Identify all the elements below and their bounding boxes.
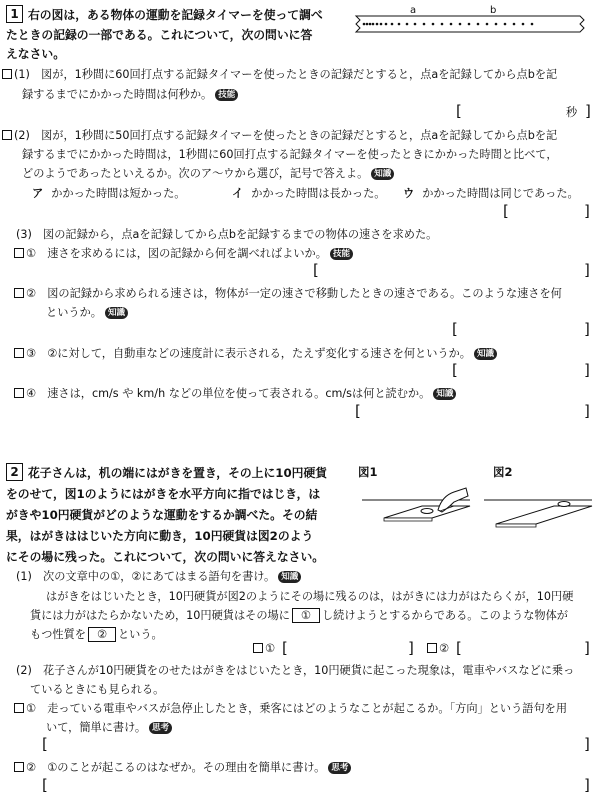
question-1-3-1: ① 速さを求めるには，図の記録から何を調べればよいか。 技能 xyxy=(14,245,353,261)
knowledge-tag: 知識 xyxy=(278,571,301,583)
checkbox[interactable] xyxy=(14,703,24,713)
answer-bracket-open: [ xyxy=(452,320,458,338)
tape-dot xyxy=(450,23,453,26)
answer-bracket-close: ] xyxy=(584,639,590,657)
tape-dot xyxy=(468,23,471,26)
answer-unit: 秒 xyxy=(566,106,578,119)
knowledge-tag: 知識 xyxy=(371,168,394,180)
option-a: ア かかった時間は短かった。 xyxy=(32,187,186,200)
answer-bracket-close: ] xyxy=(584,202,590,220)
tape-label-b: b xyxy=(490,5,497,16)
question-2-2-1-line2: いて，簡単に書け。 思考 xyxy=(46,719,172,735)
figure1-label: 図1 xyxy=(358,465,378,479)
figure1-postcard-flick xyxy=(362,480,472,550)
section2-intro-line3: がきや10円硬貨がどのような運動をするか調べた。その結 xyxy=(6,508,318,522)
checkbox[interactable] xyxy=(14,762,24,772)
question-1-2-line3: どのようであったといえるか。次のア～ウから選び，記号で答えよ。 知識 xyxy=(22,165,394,181)
question-1-3-2-line2: というか。 知識 xyxy=(46,304,128,320)
tape-dot xyxy=(513,23,516,26)
section1-intro-line1: 右の図は，ある物体の運動を記録タイマーを使って調べ xyxy=(28,8,323,22)
section2-number: 2 xyxy=(6,463,23,481)
tape-dot xyxy=(414,23,417,26)
checkbox[interactable] xyxy=(14,348,24,358)
tape-dot xyxy=(459,23,462,26)
tape-dot xyxy=(398,23,401,26)
tape-dot xyxy=(477,23,480,26)
answer-bracket-close: ] xyxy=(584,402,590,420)
checkbox[interactable] xyxy=(427,643,437,653)
thinking-tag: 思考 xyxy=(149,722,172,734)
section2-intro-line5: にその場に残った。これについて，次の問いに答えなさい。 xyxy=(6,550,325,564)
answer-bracket-open: [ xyxy=(456,102,462,120)
option-u: ウ かかった時間は同じであった。 xyxy=(403,187,579,200)
section1-intro-line3: えなさい。 xyxy=(6,47,65,61)
tape-dot xyxy=(531,23,534,26)
option-i: イ かかった時間は長かった。 xyxy=(232,187,386,200)
question-1-2-line2: 録するまでにかかった時間は，1秒間に60回打点する記録タイマーを使ったときにかかった時間と比べて， xyxy=(22,148,558,161)
answer-bracket-close: ] xyxy=(584,776,590,794)
skill-tag: 技能 xyxy=(215,89,238,101)
tape-dot xyxy=(432,23,435,26)
tape-dot xyxy=(366,23,369,26)
answer-bracket-open: [ xyxy=(42,776,48,794)
section1-number: 1 xyxy=(6,5,23,23)
figure2-coin-remains xyxy=(484,480,594,550)
question-2-2-1-line1: ① 走っている電車やバスが急停止したとき，乗客にはどのようなことが起こるか。「方向」という語句を用 xyxy=(14,700,567,716)
question-1-3-4: ④ 速さは，cm/s や km/h などの単位を使って表される。cm/sは何と読むか。 知識 xyxy=(14,385,456,401)
answer-bracket-close: ] xyxy=(584,361,590,379)
answer-bracket-open: [ xyxy=(282,639,288,657)
tape-dot xyxy=(372,23,375,26)
question-1-3-lead: (3) 図の記録から，点aを記録してから点bを記録するまでの物体の速さを求めた。 xyxy=(16,228,438,241)
tape-dot xyxy=(406,23,409,26)
tape-dot xyxy=(369,23,372,26)
knowledge-tag: 知識 xyxy=(105,307,128,319)
question-1-3-2-line1: ② 図の記録から求められる速さは，物体が一定の速さで移動したときの速さである。このような速さを何 xyxy=(14,285,562,301)
tape-dot xyxy=(522,23,525,26)
knowledge-tag: 知識 xyxy=(433,388,456,400)
answer-label-1: ① xyxy=(253,642,275,655)
tape-dot xyxy=(441,23,444,26)
answer-bracket-close: ] xyxy=(585,102,591,120)
answer-bracket-close: ] xyxy=(584,735,590,753)
checkbox[interactable] xyxy=(253,643,263,653)
tape-dot xyxy=(391,23,394,26)
tape-dot xyxy=(486,23,489,26)
answer-bracket-close: ] xyxy=(584,320,590,338)
tape-dot xyxy=(376,23,379,26)
checkbox[interactable] xyxy=(14,388,24,398)
figure2-label: 図2 xyxy=(493,465,513,479)
question-2-2-line1: (2) 花子さんが10円硬貨をのせたはがきをはじいたとき，10円硬貨に起こった現象は，電車やバスなどに乗っ xyxy=(16,664,575,677)
passage-line1: はがきをはじいたとき，10円硬貨が図2のようにその場に残るのは，はがきには力がはたらくが，10円硬 xyxy=(46,590,574,603)
tape-dot xyxy=(363,23,366,26)
answer-bracket-open: [ xyxy=(42,735,48,753)
question-2-1-lead: (1) 次の文章中の①，②にあてはまる語句を書け。 知識 xyxy=(16,568,301,584)
question-1-2-line1: (2) 図が，1秒間に50回打点する記録タイマーを使ったときの記録だとすると，点aを記録してから点bを記 xyxy=(2,127,557,143)
passage-line2: 貨には力がはたらかないため，10円硬貨はその場に ① し続けようとするからである。このような物体が xyxy=(30,609,568,622)
answer-bracket-open: [ xyxy=(355,402,361,420)
answer-label-2: ② xyxy=(427,642,449,655)
tape-label-a: a xyxy=(410,5,417,16)
skill-tag: 技能 xyxy=(330,248,353,260)
section2-intro-line4: 果，はがきははじいた方向に動き，10円硬貨は図2のよう xyxy=(6,529,314,543)
recording-tape-figure xyxy=(352,5,592,40)
answer-bracket-close: ] xyxy=(408,639,414,657)
answer-bracket-close: ] xyxy=(584,261,590,279)
tape-dot xyxy=(423,23,426,26)
question-2-2-line2: ているときにも見られる。 xyxy=(30,683,165,696)
question-1-1-line2: 録するまでにかかった時間は何秒か。 技能 xyxy=(22,86,238,102)
checkbox[interactable] xyxy=(14,248,24,258)
answer-bracket-open: [ xyxy=(313,261,319,279)
answer-bracket-open: [ xyxy=(456,639,462,657)
answer-bracket-open: [ xyxy=(503,202,509,220)
blank-box-2: ② xyxy=(88,627,116,642)
section2-intro-line2: をのせて，図1のようにはがきを水平方向に指ではじき，は xyxy=(6,487,321,501)
section2-intro-line1: 花子さんは，机の端にはがきを置き，その上に10円硬貨 xyxy=(28,466,328,480)
question-1-1-line1: (1) 図が，1秒間に60回打点する記録タイマーを使ったときの記録だとすると，点aを記録してから点bを記 xyxy=(2,66,557,82)
thinking-tag: 思考 xyxy=(328,762,351,774)
question-2-2-2: ② ①のことが起こるのはなぜか。その理由を簡単に書け。 思考 xyxy=(14,759,351,775)
checkbox[interactable] xyxy=(14,288,24,298)
tape-dot xyxy=(495,23,498,26)
checkbox[interactable] xyxy=(2,130,12,140)
tape-dot xyxy=(504,23,507,26)
checkbox[interactable] xyxy=(2,69,12,79)
passage-line3: もつ性質を ② という。 xyxy=(30,628,163,641)
knowledge-tag: 知識 xyxy=(474,348,497,360)
question-1-3-3: ③ ②に対して，自動車などの速度計に表示される，たえず変化する速さを何というか。 知識 xyxy=(14,345,497,361)
blank-box-1: ① xyxy=(292,608,320,623)
recording-tape xyxy=(352,8,592,40)
answer-bracket-open: [ xyxy=(452,361,458,379)
tape-dot xyxy=(380,23,383,26)
tape-dot xyxy=(385,23,388,26)
section1-intro-line2: たときの記録の一部である。これについて，次の問いに答 xyxy=(6,28,313,42)
